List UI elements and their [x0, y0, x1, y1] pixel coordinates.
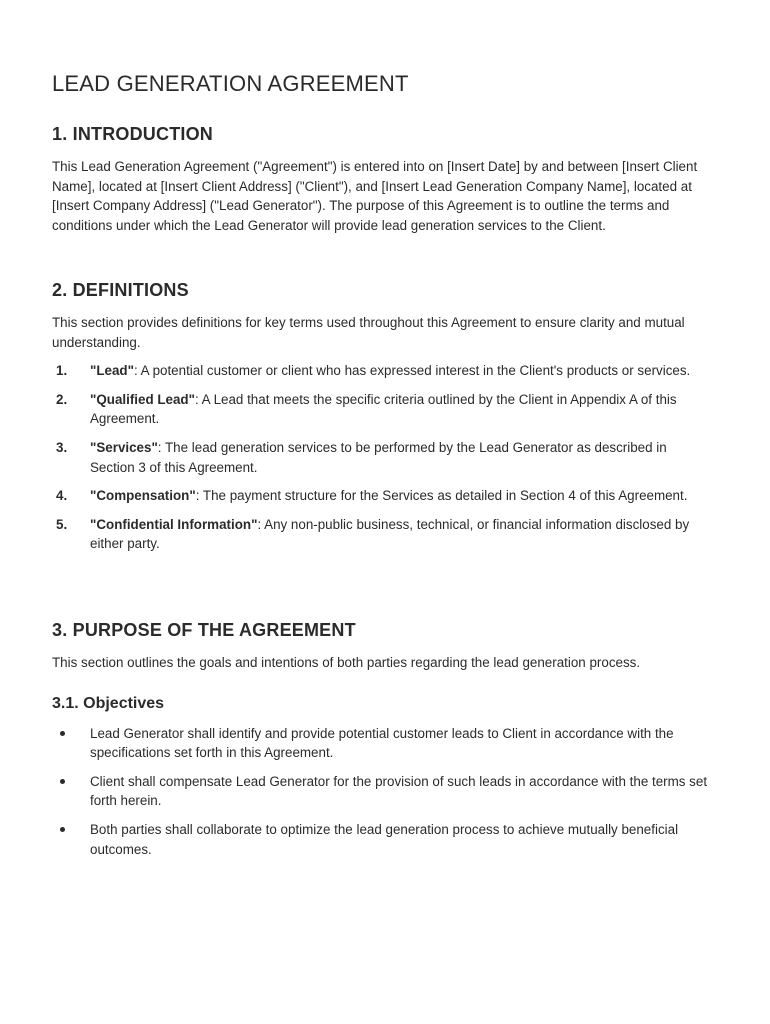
definition-term: "Services" [90, 439, 158, 455]
objective-item [52, 820, 714, 859]
item-number: 1. [56, 363, 68, 379]
section-paragraph: This section outlines the goals and intentions of both parties regarding the lead generation process. [52, 655, 641, 670]
objectives-list [52, 724, 714, 860]
definition-text: : The lead generation services to be performed by the Lead Generator as described in Section 3 of this Agreement. [90, 439, 667, 475]
bullet-icon [60, 779, 65, 784]
item-number: 2. [56, 391, 68, 407]
definition-item [52, 438, 714, 477]
definition-term: "Qualified Lead" [90, 391, 195, 407]
section-heading: 1. INTRODUCTION [52, 124, 214, 144]
subsection-heading: 3.1. Objectives [52, 694, 165, 712]
definition-text: : The payment structure for the Services as detailed in Section 4 of this Agreement. [195, 488, 688, 504]
section-purpose [52, 620, 714, 868]
definitions-list [52, 361, 714, 554]
item-number: 4. [56, 488, 68, 504]
section-paragraph: This section provides definitions for key terms used throughout this Agreement to ensure clarity and mutual understanding. [52, 315, 685, 350]
section-heading: 2. DEFINITIONS [52, 280, 189, 300]
objective-text: Both parties shall collaborate to optimize the lead generation process to achieve mutually beneficial outcomes. [90, 821, 679, 857]
item-number: 3. [56, 439, 68, 455]
objective-item [52, 724, 714, 763]
definition-item [52, 486, 714, 506]
definition-text: : A potential customer or client who has expressed interest in the Client's products or services. [133, 363, 691, 379]
definition-term: "Compensation" [90, 488, 196, 504]
section-paragraph: This Lead Generation Agreement ("Agreement") is entered into on [Insert Date] by and between [Insert Client Name], located at [Insert Client Address] ("Client"), and [Insert Lead Generation Company Name], located at [Insert Company Address] ("Lead Generator"). The purpose of this Agreement is to outline the terms and conditions under which the Lead Generator will provide lead generation services to the Client. [52, 159, 698, 233]
objective-item [52, 772, 714, 811]
bullet-icon [60, 731, 65, 736]
definition-term: "Lead" [90, 363, 134, 379]
document-title: LEAD GENERATION AGREEMENT [52, 71, 409, 96]
objective-text: Client shall compensate Lead Generator for the provision of such leads in accordance with the terms set forth herein. [90, 773, 708, 809]
definition-term: "Confidential Information" [90, 516, 258, 532]
bullet-icon [60, 827, 65, 832]
definition-item [52, 390, 714, 429]
section-definitions [52, 280, 714, 563]
definition-text: : Any non-public business, technical, or financial information disclosed by either party. [90, 516, 690, 552]
section-introduction [52, 124, 714, 235]
definition-item [52, 361, 714, 381]
objective-text: Lead Generator shall identify and provide potential customer leads to Client in accordance with the specifications set forth in this Agreement. [90, 725, 674, 761]
definition-item [52, 515, 714, 554]
section-heading: 3. PURPOSE OF THE AGREEMENT [52, 620, 356, 640]
item-number: 5. [56, 516, 68, 532]
definition-text: : A Lead that meets the specific criteria outlined by the Client in Appendix A of this Agreement. [90, 391, 677, 427]
